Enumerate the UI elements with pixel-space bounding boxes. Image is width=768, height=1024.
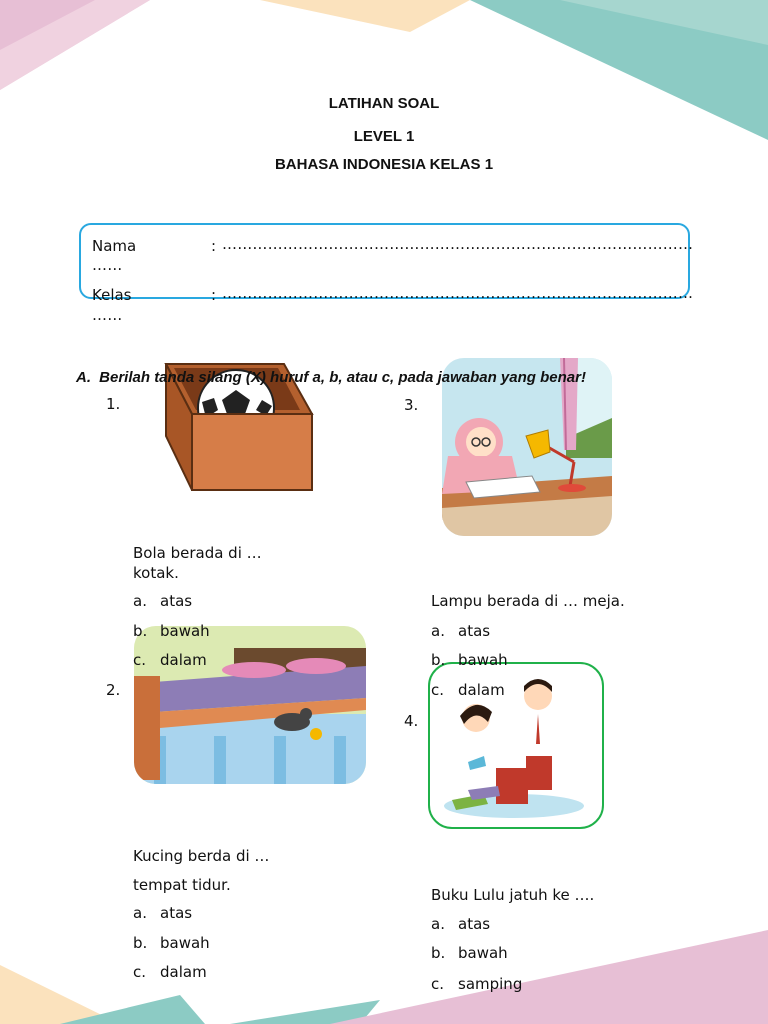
question-4-text: Buku Lulu jatuh ke ….: [431, 886, 595, 904]
option-letter: a.: [431, 622, 445, 640]
option-text: bawah: [458, 651, 508, 669]
option-letter: a.: [431, 915, 445, 933]
option-letter: b.: [431, 944, 446, 962]
question-1-number: 1.: [106, 395, 121, 413]
question-1-text-line1: Bola berada di …: [133, 544, 262, 562]
question-1-option-c[interactable]: [133, 651, 207, 669]
class-field[interactable]: …………………………………………………………………………………: [222, 284, 694, 302]
question-2-option-c[interactable]: [133, 963, 207, 981]
name-field[interactable]: …………………………………………………………………………………: [222, 235, 694, 253]
question-4-number: 4.: [404, 712, 419, 730]
question-1-text-line2: kotak.: [133, 564, 179, 582]
class-field-wrap: ……: [92, 306, 123, 324]
option-letter: c.: [133, 963, 147, 981]
cat-under-bed-image: [134, 626, 366, 784]
class-label: Kelas: [92, 286, 132, 304]
name-label: Nama: [92, 237, 137, 255]
option-letter: c.: [431, 681, 445, 699]
name-field-wrap: ……: [92, 256, 123, 274]
question-1-option-a[interactable]: [133, 592, 192, 610]
option-text: atas: [160, 592, 193, 610]
option-text: samping: [458, 975, 523, 993]
option-letter: b.: [431, 651, 446, 669]
question-3-number: 3.: [404, 396, 419, 414]
worksheet-level: LEVEL 1: [353, 128, 415, 145]
question-2-option-a[interactable]: [133, 904, 192, 922]
option-text: bawah: [160, 622, 210, 640]
option-text: bawah: [458, 944, 508, 962]
question-2-option-b[interactable]: [133, 934, 210, 952]
option-letter: b.: [133, 622, 148, 640]
option-letter: c.: [431, 975, 445, 993]
option-letter: c.: [133, 651, 147, 669]
worksheet-subject: BAHASA INDONESIA KELAS 1: [274, 156, 494, 173]
option-letter: a.: [133, 904, 147, 922]
option-letter: b.: [133, 934, 148, 952]
question-2-text-line1: Kucing berda di …: [133, 847, 270, 865]
option-text: atas: [160, 904, 193, 922]
option-text: bawah: [160, 934, 210, 952]
question-4-option-b[interactable]: [431, 944, 508, 962]
instruction-text: Berilah tanda silang (X) huruf a, b, atau c, pada jawaban yang benar!: [99, 369, 586, 386]
option-text: atas: [458, 915, 491, 933]
question-1-option-b[interactable]: [133, 622, 210, 640]
class-separator: :: [211, 286, 217, 304]
section-a-instruction: [76, 369, 586, 386]
question-4-option-c[interactable]: [431, 975, 522, 993]
question-3-option-a[interactable]: [431, 622, 490, 640]
question-2-text-line2: tempat tidur.: [133, 876, 231, 894]
question-3-option-b[interactable]: [431, 651, 508, 669]
worksheet-title: LATIHAN SOAL: [328, 95, 440, 112]
option-text: dalam: [160, 963, 207, 981]
option-letter: a.: [133, 592, 147, 610]
name-separator: :: [211, 237, 217, 255]
question-3-option-c[interactable]: [431, 681, 505, 699]
question-3-text: Lampu berada di … meja.: [431, 592, 625, 610]
section-letter: A.: [76, 369, 91, 386]
question-4-option-a[interactable]: [431, 915, 490, 933]
option-text: atas: [458, 622, 491, 640]
option-text: dalam: [458, 681, 505, 699]
question-2-number: 2.: [106, 681, 121, 699]
option-text: dalam: [160, 651, 207, 669]
